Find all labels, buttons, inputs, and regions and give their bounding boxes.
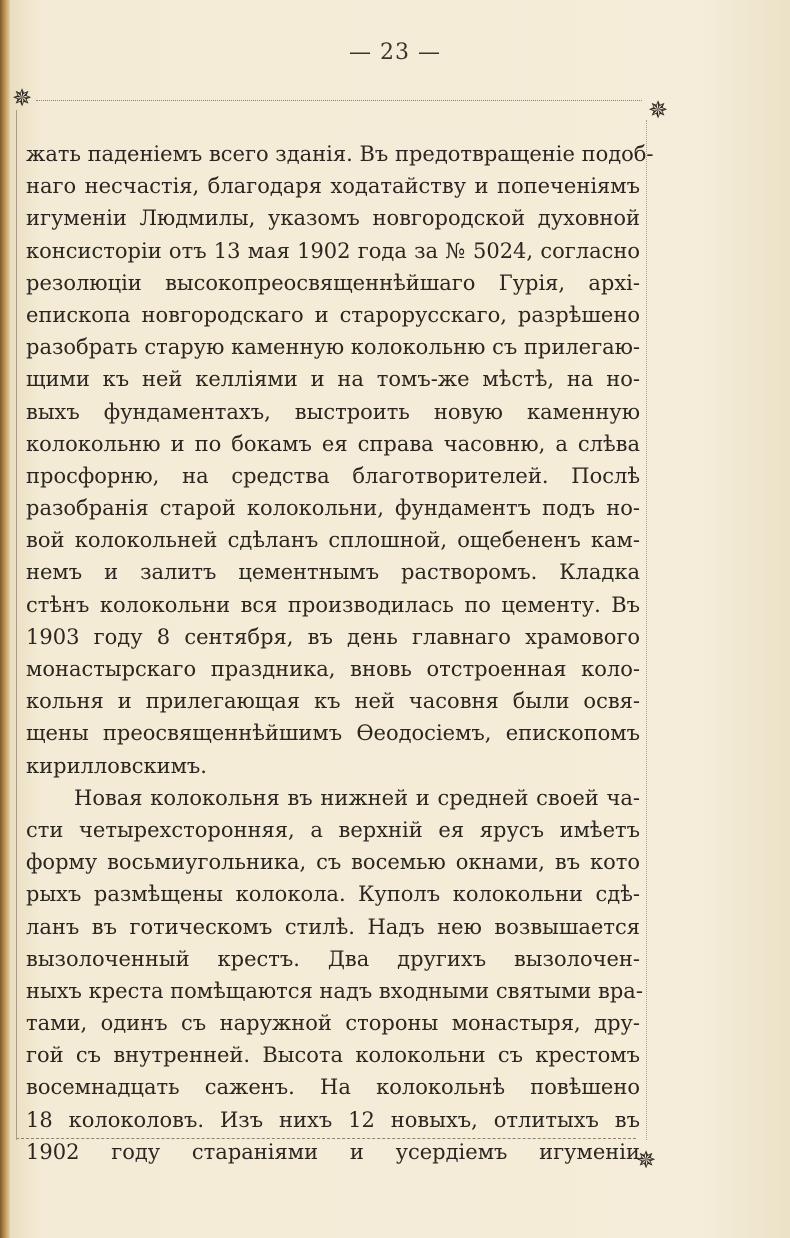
- text-line: 1902 году стараніями и усердіемъ игуменіи: [26, 1139, 640, 1164]
- text-line: ныхъ креста помѣщаются надъ входными святыми вра-: [26, 978, 643, 1003]
- binding-edge: [0, 0, 10, 1238]
- paragraph-1: [26, 138, 654, 782]
- ornament-bottom-right-icon: ✵: [635, 1146, 657, 1174]
- text-line: консисторіи отъ 13 мая 1902 года за № 5024, согласно: [26, 238, 640, 263]
- text-line: жать паденіемъ всего зданія. Въ предотвращеніе подоб-: [26, 142, 654, 166]
- text-line: восемнадцать саженъ. На колокольнѣ повѣшено: [26, 1075, 640, 1100]
- text-line: немъ и залитъ цементнымъ растворомъ. Кладка: [26, 560, 640, 585]
- text-line: щены преосвященнѣйшимъ Ѳеодосіемъ, епископомъ: [26, 721, 640, 746]
- text-line: кирилловскимъ.: [26, 753, 207, 778]
- text-line: 1903 году 8 сентября, въ день главнаго храмового: [26, 624, 640, 649]
- text-line: форму восьмиугольника, съ восемью окнами, въ кото: [26, 850, 640, 875]
- ornament-top-right-icon: ✵: [647, 96, 669, 124]
- text-line: кольня и прилегающая къ ней часовня были освя-: [26, 689, 640, 714]
- text-line: вой колокольней сдѣланъ сплошной, ощебененъ кам-: [26, 528, 640, 553]
- text-line: наго несчастія, благодаря ходатайству и попеченіямъ: [26, 174, 640, 199]
- right-margin-rule: [646, 120, 647, 1140]
- text-line: ланъ въ готическомъ стилѣ. Надъ нею возвышается: [26, 914, 640, 939]
- text-line: 18 колоколовъ. Изъ нихъ 12 новыхъ, отлитыхъ въ: [26, 1107, 640, 1132]
- text-line: разобранія старой колокольни, фундаментъ подъ но-: [26, 496, 640, 521]
- text-line: тами, одинъ съ наружной стороны монастыря, дру-: [26, 1011, 640, 1036]
- text-line: Новая колокольня въ нижней и средней своей ча-: [74, 785, 640, 810]
- page-number: — 23 —: [349, 40, 441, 65]
- text-line: стѣнъ колокольни вся производилась по цементу. Въ: [26, 592, 640, 617]
- text-line: епископа новгородскаго и старорусскаго, разрѣшено: [26, 302, 640, 327]
- text-line: монастырскаго праздника, вновь отстроенная коло-: [26, 657, 640, 681]
- text-line: выхъ фундаментахъ, выстроить новую каменную: [26, 399, 640, 424]
- text-line: колокольню и по бокамъ ея справа часовню, а слѣва: [26, 431, 640, 456]
- ornament-top-left-icon: ✵: [11, 84, 33, 112]
- text-line: игуменіи Людмилы, указомъ новгородской духовной: [26, 206, 640, 231]
- paragraph-2: [26, 782, 643, 1168]
- text-line: вызолоченный крестъ. Два другихъ вызолочен-: [26, 946, 640, 971]
- text-line: разобрать старую каменную колокольню съ прилегаю-: [26, 335, 640, 360]
- left-margin-rule: [16, 110, 17, 1140]
- text-line: просфорню, на средства благотворителей. Послѣ: [26, 463, 640, 488]
- top-rule: [36, 100, 642, 101]
- text-line: гой съ внутренней. Высота колокольни съ крестомъ: [26, 1043, 640, 1068]
- body-text: [26, 138, 654, 1168]
- text-line: резолюціи высокопреосвященнѣйшаго Гурія, архі-: [26, 270, 640, 295]
- text-line: рыхъ размѣщены колокола. Куполъ колокольни сдѣ-: [26, 882, 640, 907]
- text-line: сти четырехсторонняя, а верхній ея ярусъ имѣетъ: [26, 817, 640, 842]
- text-line: щими къ ней келліями и на томъ-же мѣстѣ, на но-: [26, 367, 640, 392]
